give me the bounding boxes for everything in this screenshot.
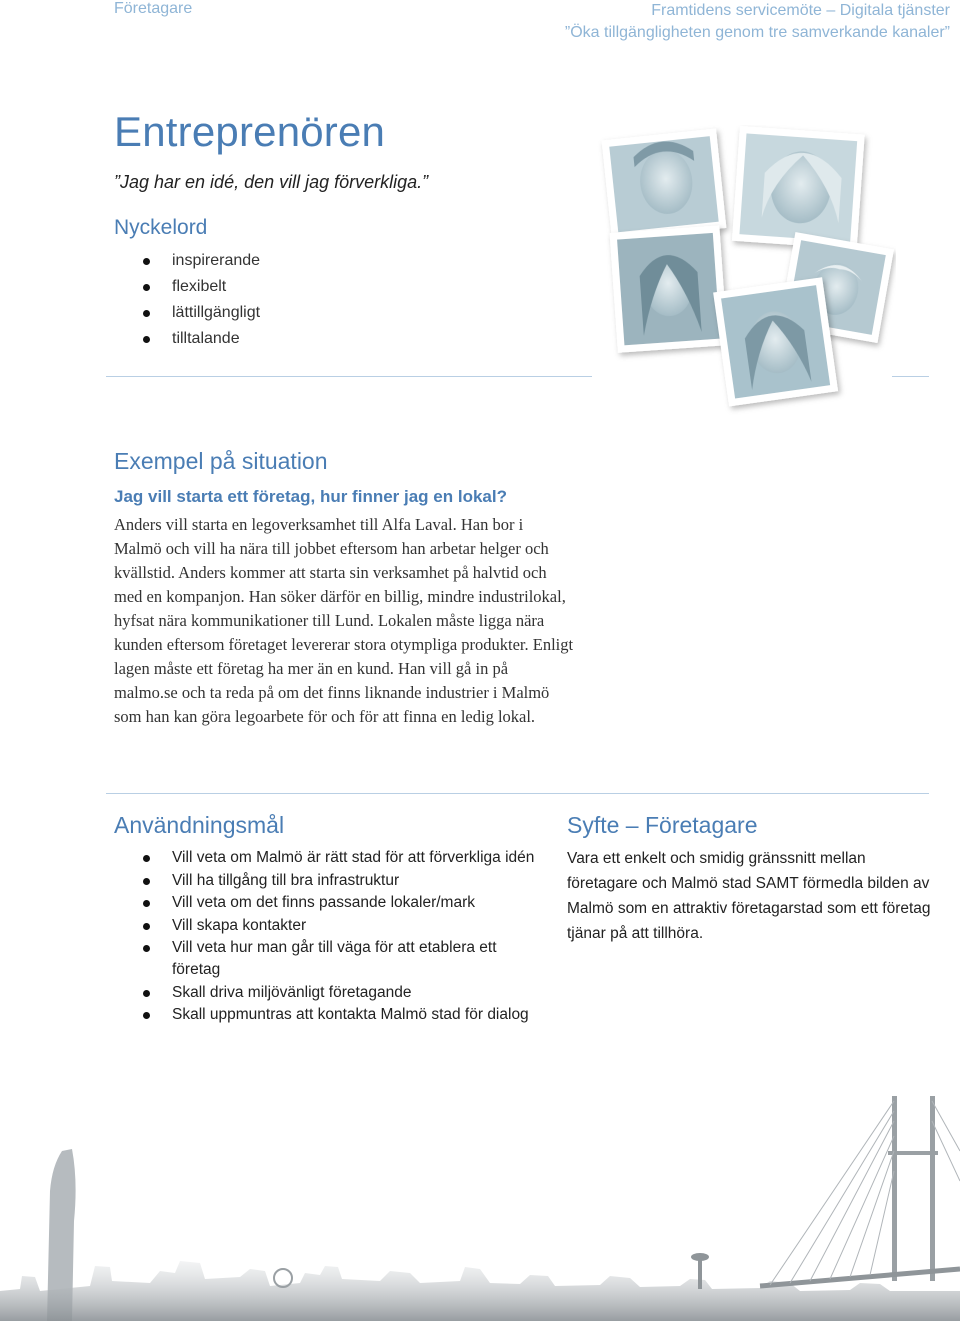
example-heading: Exempel på situation [114, 448, 328, 474]
persona-quote: ”Jag har en idé, den vill jag förverkliga.” [114, 172, 429, 192]
usage-item: Vill ha tillgång till bra infrastruktur [114, 870, 544, 892]
header-title-line-2: ”Öka tillgängligheten genom tre samverkande kanaler” [564, 24, 950, 41]
divider-line [106, 793, 929, 794]
usage-item: Vill veta om Malmö är rätt stad för att förverkliga idén [114, 847, 544, 869]
keywords-list [114, 248, 260, 352]
keyword-item: tilltalande [114, 326, 260, 352]
purpose-body: Vara ett enkelt och smidig gränssnitt mellan företagare och Malmö stad SAMT förmedla bilden av Malmö som en attraktiv företagarstad som ett företag tjänar på att tillhöra. [567, 850, 931, 942]
usage-item: Skall driva miljövänligt företagande [114, 982, 544, 1004]
keywords-heading: Nyckelord [114, 216, 208, 239]
keyword-item: inspirerande [114, 248, 260, 274]
header-title-line-1: Framtidens servicemöte – Digitala tjänster [651, 2, 950, 19]
example-question: Jag vill starta ett företag, hur finner jag en lokal? [114, 487, 507, 506]
usage-item: Vill veta om det finns passande lokaler/mark [114, 892, 544, 914]
divider-line [106, 376, 592, 377]
water-tower [698, 1259, 702, 1289]
usage-item: Vill veta hur man går till väga för att etablera ett företag [114, 937, 544, 981]
photo-girl [713, 277, 838, 406]
usage-list [114, 847, 544, 1027]
oresund-bridge [760, 1096, 960, 1286]
photo-woman-dark [610, 225, 728, 352]
keyword-item: lättillgängligt [114, 300, 260, 326]
usage-item: Skall uppmuntras att kontakta Malmö stad för dialog [114, 1004, 544, 1026]
keyword-item: flexibelt [114, 274, 260, 300]
malmo-skyline-illustration [0, 1091, 960, 1321]
photo-woman-blonde [732, 126, 865, 249]
ferris-wheel [274, 1269, 292, 1287]
header-document-title [565, 0, 950, 44]
purpose-heading: Syfte – Företagare [567, 812, 758, 838]
example-body: Anders vill starta en legoverksamhet till Alfa Laval. Han bor i Malmö och vill ha nära till jobbet eftersom han arbetar helger och kvällstid. Anders kommer att starta sin verksamhet på halvtid och med en kompanjon. Han söker därför en billig, mindre industrilokal, hyfsat nära kommunikationer till Lund. Lokalen måste ligga nära kunden eftersom företaget levererar stora otympliga produkter. Enligt lagen måste ett företag ha mer än en kund. Han vill gå in på malmo.se och ta reda på om det finns liknande industrier i Malmö som han kan göra legoarbete för och för att finna en ledig lokal. [114, 515, 574, 726]
divider-line [892, 376, 929, 377]
photo-man [602, 128, 727, 239]
persona-photo-collage [596, 125, 896, 415]
header-section-label: Företagare [114, 0, 193, 17]
usage-heading: Användningsmål [114, 812, 285, 838]
page-title: Entreprenören [114, 108, 386, 155]
usage-item: Vill skapa kontakter [114, 915, 544, 937]
